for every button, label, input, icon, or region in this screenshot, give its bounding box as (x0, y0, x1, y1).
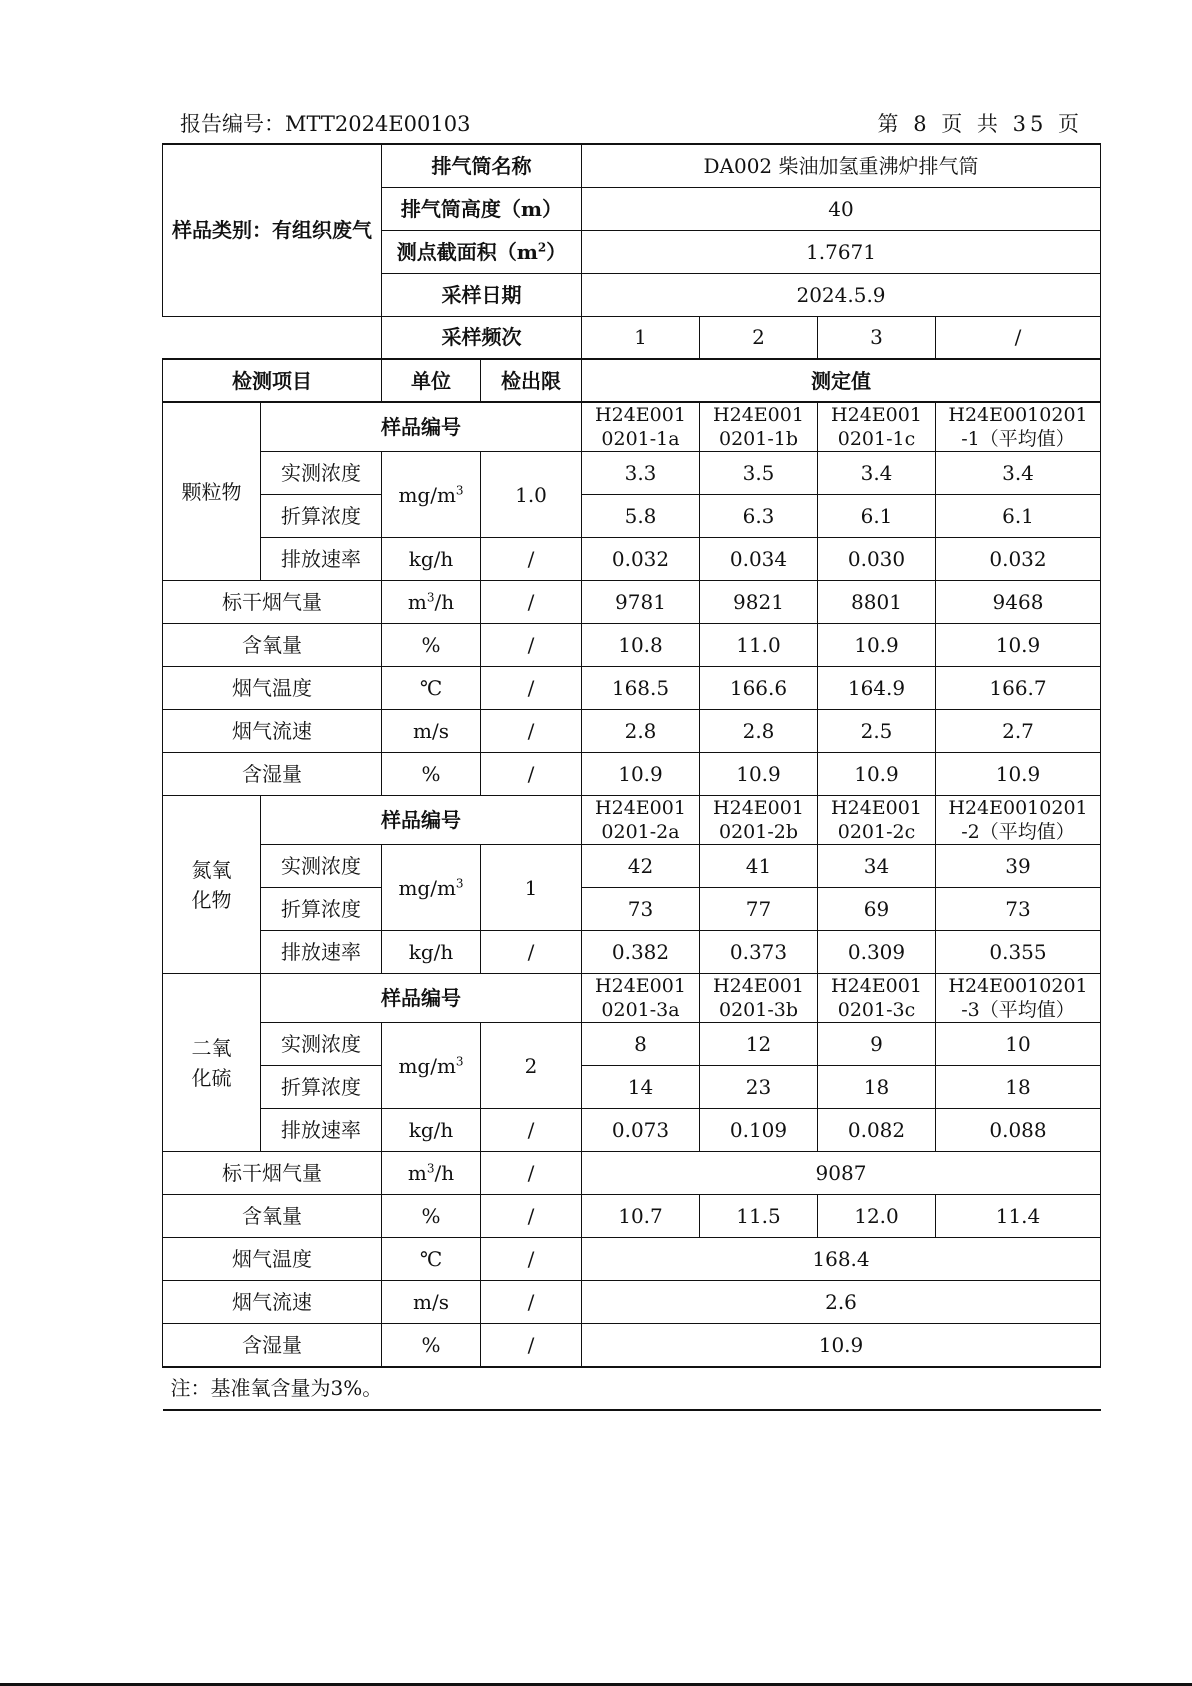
pm-temp-limit: / (481, 667, 582, 710)
pm-velocity-1: 2.8 (582, 710, 700, 753)
pm-flow-limit: / (481, 581, 582, 624)
shared-temp-row (163, 1238, 1101, 1281)
pm-moisture-avg: 10.9 (936, 753, 1101, 796)
so2-sample-label: 样品编号 (261, 974, 582, 1023)
area-value: 1.7671 (582, 230, 1101, 273)
shared-moisture-value: 10.9 (582, 1324, 1101, 1367)
so2-sample-avg: H24E0010201 -3（平均值） (936, 974, 1101, 1023)
so2-converted-label: 折算浓度 (261, 1066, 382, 1109)
nox-sample-avg: H24E0010201 -2（平均值） (936, 796, 1101, 845)
pm-rate-3: 0.030 (818, 538, 936, 581)
nox-limit: 1 (481, 845, 582, 931)
col-unit: 单位 (382, 359, 481, 402)
page-number: 第 8 页 共 35 页 (877, 112, 1083, 136)
nox-unit: $mg/m^3$ (382, 845, 481, 931)
shared-velocity-limit: / (481, 1281, 582, 1324)
pm-temp-3: 164.9 (818, 667, 936, 710)
shared-velocity-row (163, 1281, 1101, 1324)
page-header (180, 108, 1083, 142)
shared-velocity-value: 2.6 (582, 1281, 1101, 1324)
empty-cell (163, 316, 382, 359)
so2-rate-unit: kg/h (382, 1109, 481, 1152)
nox-measured-avg: 39 (936, 845, 1101, 888)
so2-rate-avg: 0.088 (936, 1109, 1101, 1152)
shared-velocity-unit: m/s (382, 1281, 481, 1324)
shared-temp-value: 168.4 (582, 1238, 1101, 1281)
nox-sample-label: 样品编号 (261, 796, 582, 845)
so2-sample-1: H24E001 0201-3a (582, 974, 700, 1023)
pm-unit: $mg/m^3$ (382, 452, 481, 538)
nox-converted-row (163, 888, 1101, 931)
pm-flow-label: 标干烟气量 (163, 581, 382, 624)
pm-measured-3: 3.4 (818, 452, 936, 495)
pm-name: 颗粒物 (163, 402, 261, 581)
pm-temp-avg: 166.7 (936, 667, 1101, 710)
pm-oxygen-limit: / (481, 624, 582, 667)
shared-oxygen-label: 含氧量 (163, 1195, 382, 1238)
pm-velocity-row (163, 710, 1101, 753)
nox-rate-row (163, 931, 1101, 974)
pm-moisture-label: 含湿量 (163, 753, 382, 796)
nox-converted-3: 69 (818, 888, 936, 931)
pm-oxygen-3: 10.9 (818, 624, 936, 667)
nox-rate-avg: 0.355 (936, 931, 1101, 974)
pm-velocity-2: 2.8 (700, 710, 818, 753)
pm-temp-1: 168.5 (582, 667, 700, 710)
pm-rate-limit: / (481, 538, 582, 581)
footnote: 注：基准氧含量为3%。 (163, 1367, 1101, 1410)
so2-converted-avg: 18 (936, 1066, 1101, 1109)
sample-category: 样品类别：有组织废气 (163, 144, 382, 316)
pm-rate-avg: 0.032 (936, 538, 1101, 581)
date-value: 2024.5.9 (582, 273, 1101, 316)
pm-sample-label: 样品编号 (261, 402, 582, 452)
pm-temp-row (163, 667, 1101, 710)
shared-moisture-unit: % (382, 1324, 481, 1367)
so2-measured-1: 8 (582, 1023, 700, 1066)
pm-flow-1: 9781 (582, 581, 700, 624)
so2-measured-avg: 10 (936, 1023, 1101, 1066)
so2-rate-3: 0.082 (818, 1109, 936, 1152)
pm-oxygen-2: 11.0 (700, 624, 818, 667)
nox-converted-2: 77 (700, 888, 818, 931)
pm-measured-avg: 3.4 (936, 452, 1101, 495)
pm-temp-unit: ℃ (382, 667, 481, 710)
pm-velocity-label: 烟气流速 (163, 710, 382, 753)
nox-rate-limit: / (481, 931, 582, 974)
pm-flow-3: 8801 (818, 581, 936, 624)
so2-name: 二氧化硫 (163, 974, 261, 1152)
so2-converted-row (163, 1066, 1101, 1109)
shared-oxygen-unit: % (382, 1195, 481, 1238)
nox-measured-1: 42 (582, 845, 700, 888)
shared-moisture-label: 含湿量 (163, 1324, 382, 1367)
freq-avg: / (936, 316, 1101, 359)
area-label: 测点截面积$(m^2)$ (382, 230, 582, 273)
shared-flow-limit: / (481, 1152, 582, 1195)
pm-oxygen-unit: % (382, 624, 481, 667)
shared-oxygen-avg: 11.4 (936, 1195, 1101, 1238)
pm-sample-2: H24E001 0201-1b (700, 402, 818, 452)
nox-converted-1: 73 (582, 888, 700, 931)
shared-oxygen-row (163, 1195, 1101, 1238)
col-value: 测定值 (582, 359, 1101, 402)
shared-temp-unit: ℃ (382, 1238, 481, 1281)
date-label: 采样日期 (382, 273, 582, 316)
pm-velocity-avg: 2.7 (936, 710, 1101, 753)
pm-sample-3: H24E001 0201-1c (818, 402, 936, 452)
shared-flow-label: 标干烟气量 (163, 1152, 382, 1195)
shared-oxygen-1: 10.7 (582, 1195, 700, 1238)
pm-measured-1: 3.3 (582, 452, 700, 495)
nox-sample-2: H24E001 0201-2b (700, 796, 818, 845)
info-row-stack-name (163, 144, 1101, 187)
so2-sample-3: H24E001 0201-3c (818, 974, 936, 1023)
pm-flow-2: 9821 (700, 581, 818, 624)
pm-measured-2: 3.5 (700, 452, 818, 495)
so2-limit: 2 (481, 1023, 582, 1109)
pm-rate-unit: kg/h (382, 538, 481, 581)
pm-sample-avg: H24E0010201 -1（平均值） (936, 402, 1101, 452)
pm-moisture-unit: % (382, 753, 481, 796)
so2-sample-2: H24E001 0201-3b (700, 974, 818, 1023)
pm-temp-label: 烟气温度 (163, 667, 382, 710)
so2-rate-1: 0.073 (582, 1109, 700, 1152)
freq-label: 采样频次 (382, 316, 582, 359)
pm-measured-label: 实测浓度 (261, 452, 382, 495)
pm-oxygen-row (163, 624, 1101, 667)
pm-rate-row (163, 538, 1101, 581)
pm-flow-row (163, 581, 1101, 624)
pm-velocity-limit: / (481, 710, 582, 753)
pm-rate-1: 0.032 (582, 538, 700, 581)
nox-measured-2: 41 (700, 845, 818, 888)
pm-moisture-row (163, 753, 1101, 796)
shared-oxygen-limit: / (481, 1195, 582, 1238)
shared-moisture-limit: / (481, 1324, 582, 1367)
nox-sample-row (163, 796, 1101, 845)
pm-temp-2: 166.6 (700, 667, 818, 710)
pm-limit: 1.0 (481, 452, 582, 538)
nox-name: 氮氧化物 (163, 796, 261, 974)
pm-moisture-2: 10.9 (700, 753, 818, 796)
so2-measured-3: 9 (818, 1023, 936, 1066)
so2-rate-row (163, 1109, 1101, 1152)
nox-rate-label: 排放速率 (261, 931, 382, 974)
nox-converted-avg: 73 (936, 888, 1101, 931)
so2-rate-limit: / (481, 1109, 582, 1152)
pm-converted-row (163, 495, 1101, 538)
nox-measured-row (163, 845, 1101, 888)
nox-sample-1: H24E001 0201-2a (582, 796, 700, 845)
report-number: 报告编号：MTT2024E00103 (180, 112, 471, 136)
so2-converted-1: 14 (582, 1066, 700, 1109)
stack-name-value: DA002 柴油加氢重沸炉排气筒 (582, 144, 1101, 187)
nox-rate-2: 0.373 (700, 931, 818, 974)
nox-rate-unit: kg/h (382, 931, 481, 974)
freq-3: 3 (818, 316, 936, 359)
so2-rate-label: 排放速率 (261, 1109, 382, 1152)
column-header-row (163, 359, 1101, 402)
so2-measured-row (163, 1023, 1101, 1066)
shared-oxygen-2: 11.5 (700, 1195, 818, 1238)
nox-rate-3: 0.309 (818, 931, 936, 974)
pm-velocity-unit: m/s (382, 710, 481, 753)
so2-sample-row (163, 974, 1101, 1023)
pm-converted-3: 6.1 (818, 495, 936, 538)
shared-temp-limit: / (481, 1238, 582, 1281)
nox-sample-3: H24E001 0201-2c (818, 796, 936, 845)
shared-velocity-label: 烟气流速 (163, 1281, 382, 1324)
so2-rate-2: 0.109 (700, 1109, 818, 1152)
pm-rate-label: 排放速率 (261, 538, 382, 581)
stack-height-value: 40 (582, 187, 1101, 230)
pm-oxygen-avg: 10.9 (936, 624, 1101, 667)
pm-moisture-1: 10.9 (582, 753, 700, 796)
shared-moisture-row (163, 1324, 1101, 1367)
info-row-frequency (163, 316, 1101, 359)
so2-measured-label: 实测浓度 (261, 1023, 382, 1066)
freq-1: 1 (582, 316, 700, 359)
so2-converted-3: 18 (818, 1066, 936, 1109)
so2-converted-2: 23 (700, 1066, 818, 1109)
pm-measured-row (163, 452, 1101, 495)
pm-converted-label: 折算浓度 (261, 495, 382, 538)
stack-height-label: 排气筒高度（m） (382, 187, 582, 230)
so2-measured-2: 12 (700, 1023, 818, 1066)
pm-moisture-limit: / (481, 753, 582, 796)
test-results-table (162, 143, 1101, 1411)
pm-sample-1: H24E001 0201-1a (582, 402, 700, 452)
pm-oxygen-label: 含氧量 (163, 624, 382, 667)
shared-oxygen-3: 12.0 (818, 1195, 936, 1238)
nox-rate-1: 0.382 (582, 931, 700, 974)
stack-name-label: 排气筒名称 (382, 144, 582, 187)
pm-converted-1: 5.8 (582, 495, 700, 538)
shared-flow-value: 9087 (582, 1152, 1101, 1195)
nox-converted-label: 折算浓度 (261, 888, 382, 931)
note-row (163, 1367, 1101, 1410)
shared-temp-label: 烟气温度 (163, 1238, 382, 1281)
pm-flow-unit: $m^3/h$ (382, 581, 481, 624)
shared-flow-row (163, 1152, 1101, 1195)
pm-flow-avg: 9468 (936, 581, 1101, 624)
pm-moisture-3: 10.9 (818, 753, 936, 796)
freq-2: 2 (700, 316, 818, 359)
pm-oxygen-1: 10.8 (582, 624, 700, 667)
so2-unit: $mg/m^3$ (382, 1023, 481, 1109)
nox-measured-3: 34 (818, 845, 936, 888)
shared-flow-unit: $m^3/h$ (382, 1152, 481, 1195)
pm-rate-2: 0.034 (700, 538, 818, 581)
pm-velocity-3: 2.5 (818, 710, 936, 753)
nox-measured-label: 实测浓度 (261, 845, 382, 888)
col-limit: 检出限 (481, 359, 582, 402)
pm-converted-avg: 6.1 (936, 495, 1101, 538)
pm-sample-row (163, 402, 1101, 452)
col-item: 检测项目 (163, 359, 382, 402)
pm-converted-2: 6.3 (700, 495, 818, 538)
